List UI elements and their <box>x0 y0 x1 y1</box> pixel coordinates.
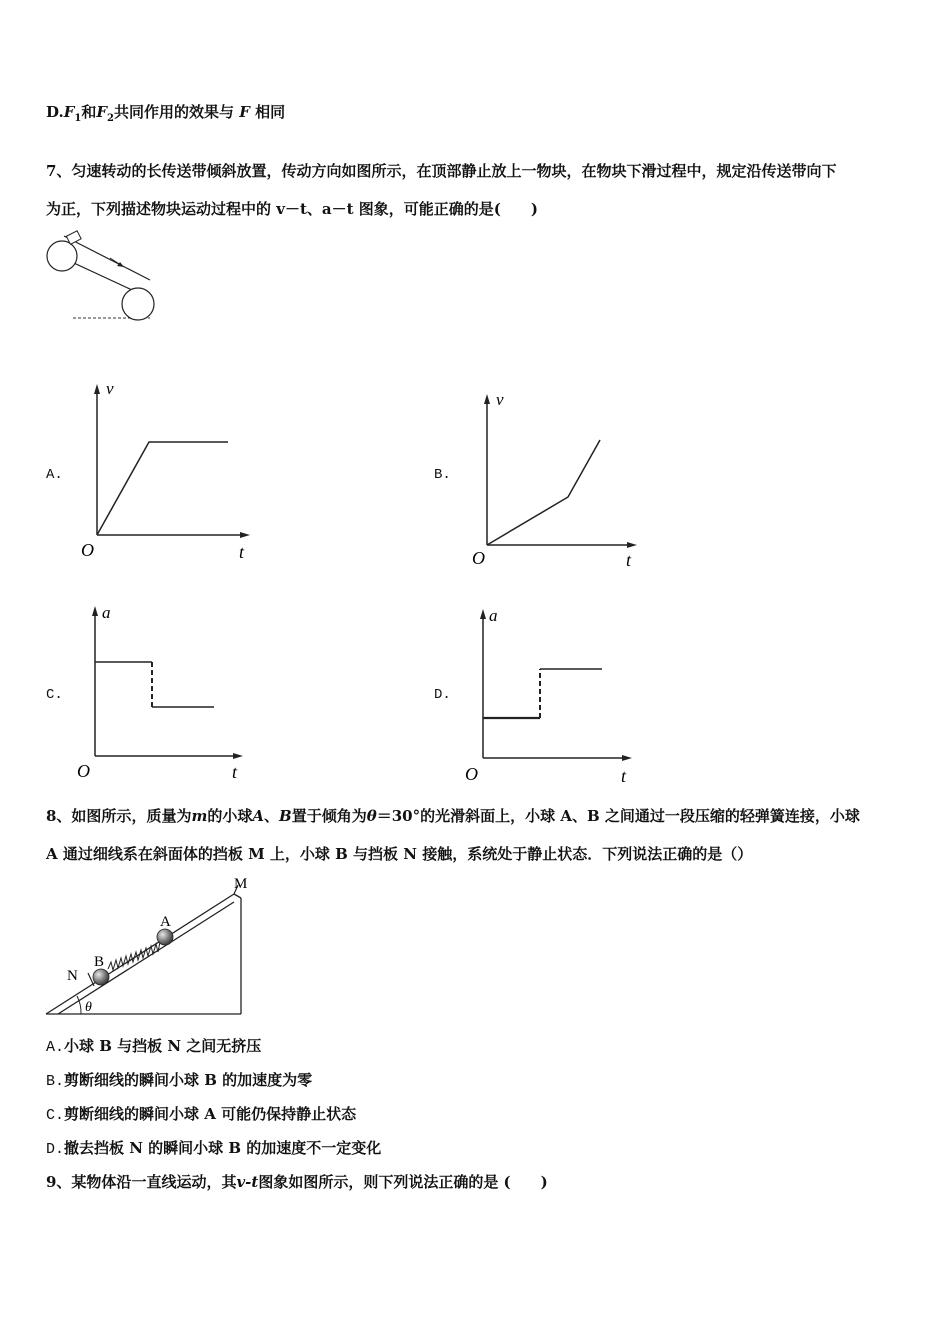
y-axis-label: v <box>106 379 114 398</box>
subscript: 1 <box>74 113 82 124</box>
text-fragment: 和 <box>81 103 97 121</box>
label-b: B <box>94 954 105 970</box>
q8-option-c <box>46 1104 356 1126</box>
symbol-theta: θ <box>366 807 377 825</box>
origin-label: O <box>472 548 485 568</box>
q8-option-d <box>46 1138 381 1160</box>
text-fragment: 、 <box>263 807 279 825</box>
text-fragment: ＝30°的光滑斜面上，小球 A、B 之间通过一段压缩的轻弹簧连接，小球 <box>376 807 860 825</box>
q7-option-c-graph <box>76 602 256 782</box>
conveyor-belt-figure <box>40 228 165 328</box>
x-axis-label: t <box>626 550 632 570</box>
text-fragment: 的小球 <box>207 807 253 825</box>
option-text: 剪断细线的瞬间小球 A 可能仍保持静止状态 <box>64 1105 357 1123</box>
origin-label: O <box>81 540 94 560</box>
q7-option-a-label: A. <box>46 467 63 483</box>
symbol-m: m <box>191 807 208 825</box>
origin-label: O <box>465 764 478 784</box>
q8-option-a <box>46 1036 261 1058</box>
text-fragment: 共同作用的效果与 <box>113 103 234 121</box>
option-key: B. <box>46 1073 65 1090</box>
symbol-vt: v-t <box>236 1173 259 1191</box>
q7-option-c-label: C. <box>46 687 63 703</box>
x-axis-label: t <box>621 766 627 786</box>
symbol-f1: F <box>63 103 75 121</box>
y-axis-label: a <box>102 603 111 622</box>
x-axis-label: t <box>239 542 245 562</box>
option-key: D. <box>46 1141 65 1158</box>
subscript: 2 <box>107 113 114 124</box>
option-text: 剪断细线的瞬间小球 B 的加速度为零 <box>64 1071 313 1089</box>
option-key: D. <box>46 103 64 121</box>
symbol-f2: F <box>96 103 107 121</box>
text-fragment: 置于倾角为 <box>291 807 367 825</box>
symbol-b: B <box>279 807 292 825</box>
option-key: A. <box>46 1039 65 1056</box>
label-theta: θ <box>85 1000 92 1015</box>
label-m: M <box>234 876 248 892</box>
text-fragment: 8、如图所示，质量为 <box>46 807 192 825</box>
q7-stem-line1: 7、匀速转动的长传送带倾斜放置，传动方向如图所示，在顶部静止放上一物块，在物块下滑过程中，规定沿传送带向下 <box>46 162 837 180</box>
q7-option-d-label: D. <box>434 687 451 703</box>
q8-stem-line2: A 通过细线系在斜面体的挡板 M 上，小球 B 与挡板 N 接触，系统处于静止状态．下列说法正确的是（） <box>46 845 753 863</box>
q8-option-b <box>46 1070 312 1092</box>
q7-option-d-graph <box>464 605 644 785</box>
option-text: 撤去挡板 N 的瞬间小球 B 的加速度不一定变化 <box>64 1139 382 1157</box>
label-n: N <box>67 968 78 984</box>
symbol-f: F <box>239 103 250 121</box>
q6-option-d <box>46 102 285 129</box>
label-a: A <box>160 914 171 930</box>
q7-option-b-graph <box>468 390 648 570</box>
symbol-a: A <box>252 807 264 825</box>
q7-option-a-graph <box>78 380 258 560</box>
y-axis-label: a <box>489 606 498 625</box>
text-fragment: 图象如图所示，则下列说法正确的是 ( ) <box>258 1173 548 1191</box>
incline-spring-figure <box>44 872 264 1022</box>
y-axis-label: v <box>496 390 504 409</box>
x-axis-label: t <box>232 762 238 782</box>
text-fragment: 9、某物体沿一直线运动，其 <box>46 1173 237 1191</box>
q9-stem <box>46 1172 548 1192</box>
q7-stem-line2: 为正，下列描述物块运动过程中的 v－t、a－t 图象，可能正确的是( ) <box>46 200 538 218</box>
option-key: C. <box>46 1107 65 1124</box>
option-text: 小球 B 与挡板 N 之间无挤压 <box>64 1037 262 1055</box>
text-fragment: 相同 <box>255 103 286 121</box>
q7-option-b-label: B. <box>434 467 451 483</box>
q8-stem-line1 <box>46 806 860 826</box>
origin-label: O <box>77 761 90 781</box>
